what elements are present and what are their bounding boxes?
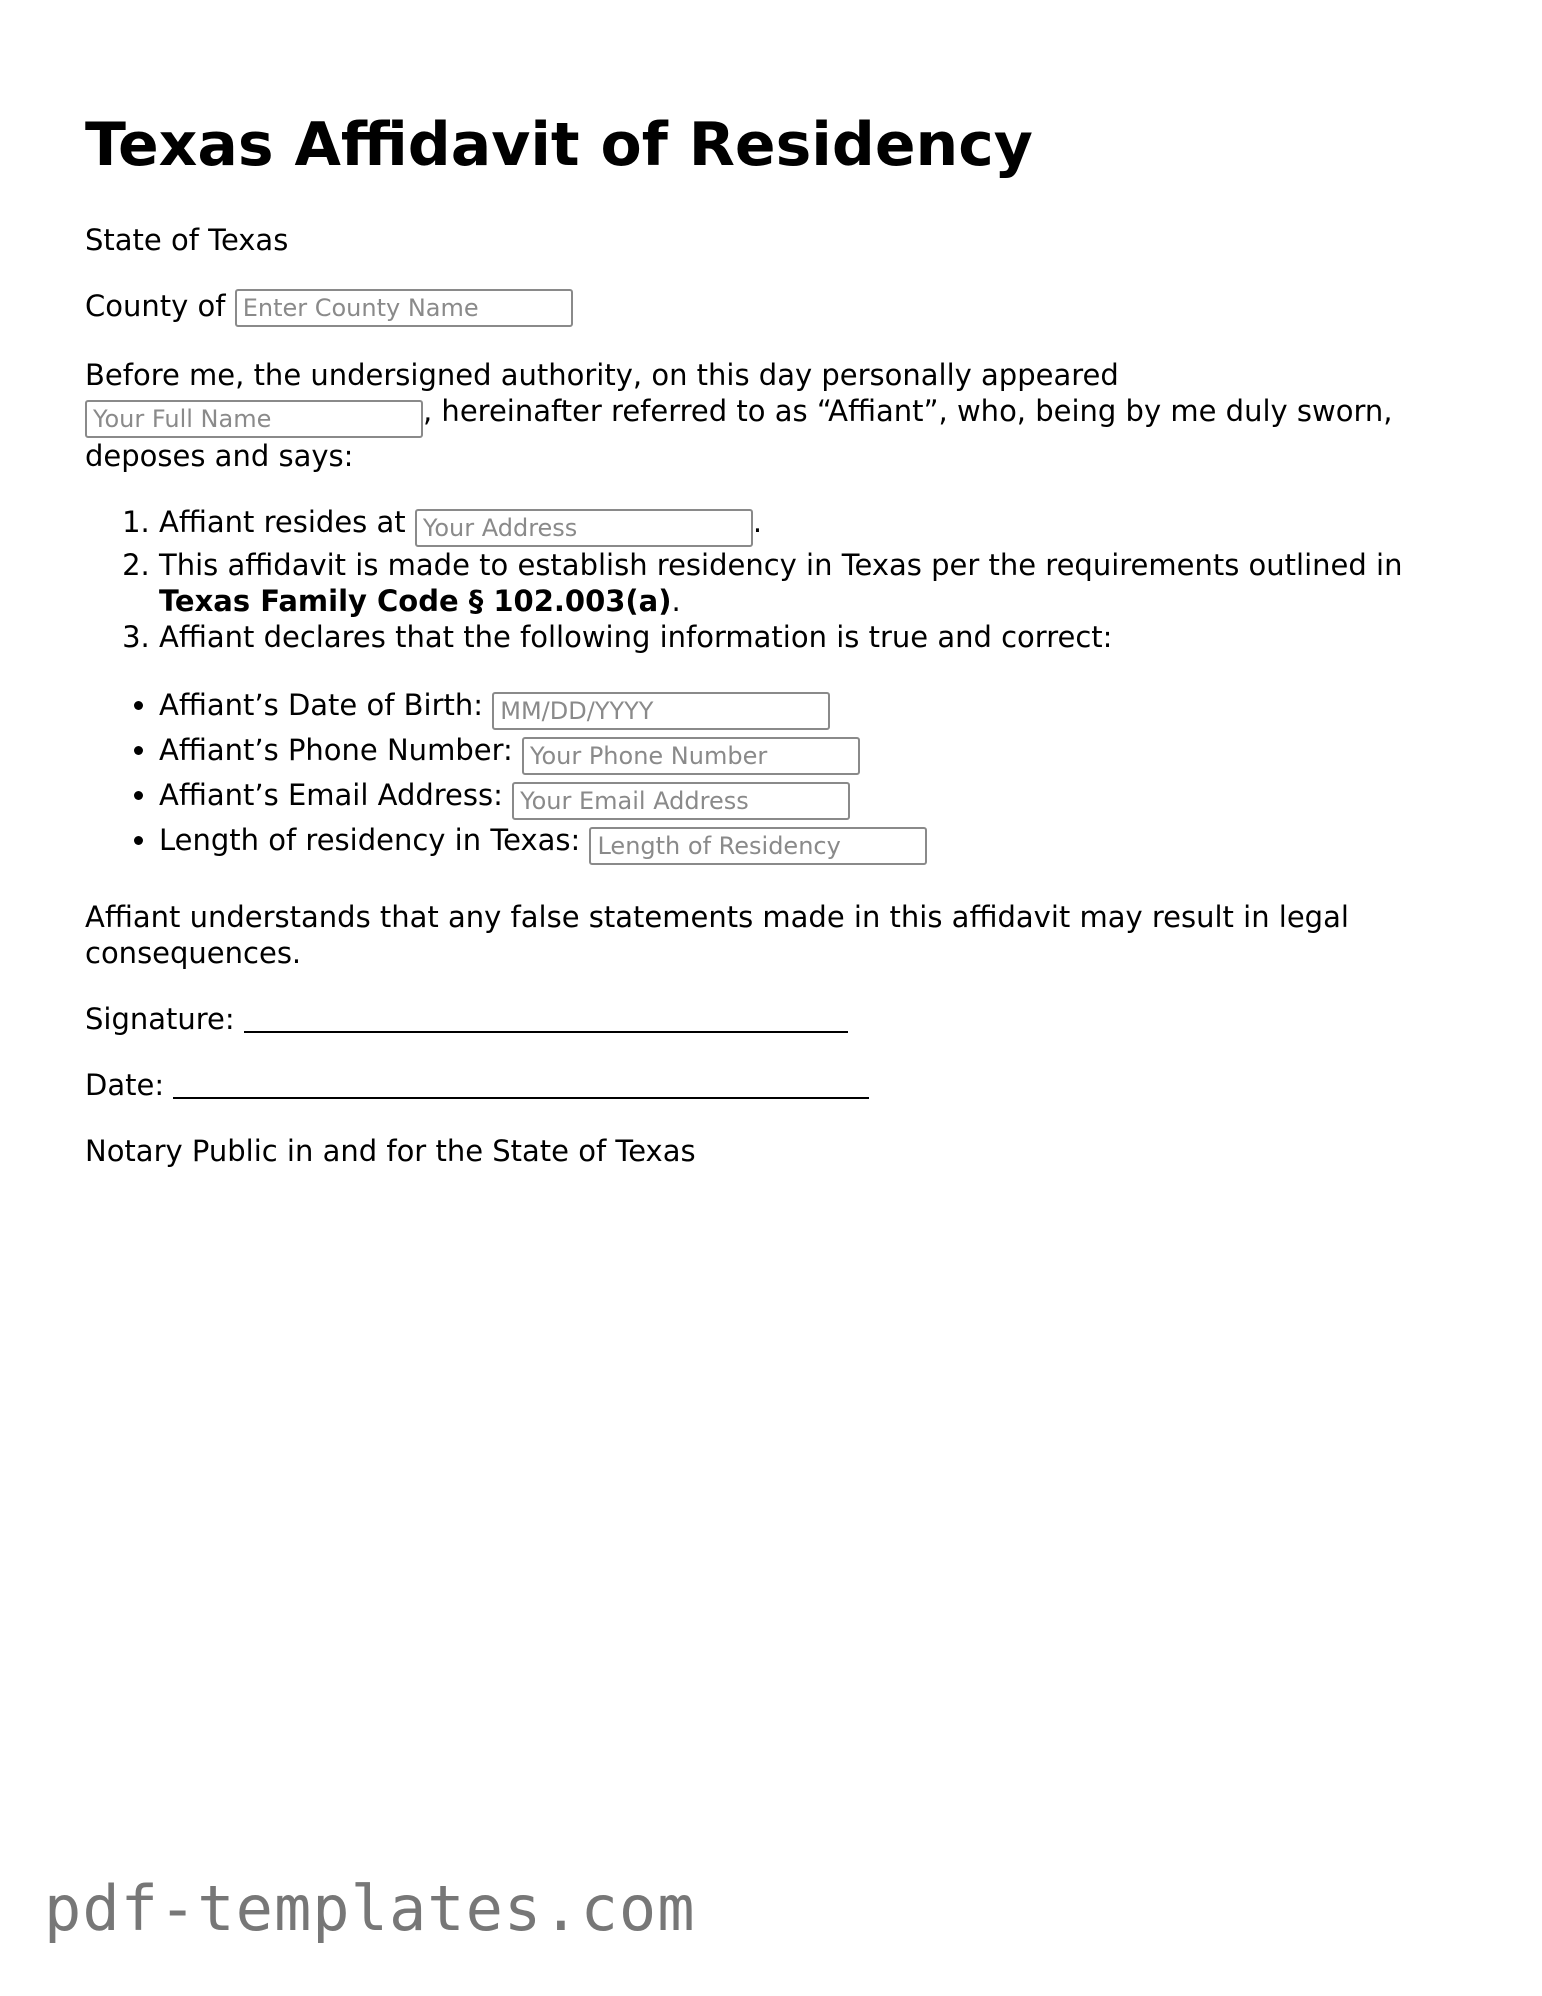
birth-date-input[interactable]	[492, 692, 830, 730]
phone-input[interactable]	[522, 737, 860, 775]
full-name-input[interactable]	[85, 400, 423, 438]
list-item	[159, 775, 1465, 820]
list-item	[159, 619, 1465, 655]
list-item	[159, 547, 1465, 619]
declaration-text: Affiant declares that the following information is true and correct:	[159, 620, 1113, 654]
signature-label: Signature:	[85, 1002, 235, 1036]
affiant-details-list	[85, 685, 1465, 865]
affidavit-document	[85, 100, 1465, 1199]
intro-before-text: Before me, the undersigned authority, on this day personally appeared	[85, 358, 1119, 392]
list-item	[159, 685, 1465, 730]
email-label: Affiant’s Email Address:	[159, 778, 503, 812]
residency-length-label: Length of residency in Texas:	[159, 823, 581, 857]
purpose-text: This affidavit is made to establish residency in Texas per the requirements outlined in	[159, 548, 1403, 582]
law-reference: Texas Family Code § 102.003(a)	[159, 584, 672, 618]
notary-line: Notary Public in and for the State of Texas	[85, 1134, 696, 1168]
understanding-statement: Affiant understands that any false statements made in this affidavit may result in legal consequences.	[85, 900, 1349, 970]
list-item	[159, 820, 1465, 865]
date-label: Date:	[85, 1068, 165, 1102]
county-label: County of	[85, 289, 226, 323]
intro-after-text: , hereinafter referred to as “Affiant”, who, being by me duly sworn, deposes and says:	[85, 394, 1393, 473]
address-input[interactable]	[415, 509, 753, 547]
signature-line[interactable]	[244, 1001, 848, 1033]
purpose-end: .	[671, 584, 681, 618]
county-row	[85, 288, 1465, 327]
county-name-input[interactable]	[235, 289, 573, 327]
email-input[interactable]	[512, 782, 850, 820]
date-row	[85, 1067, 1465, 1103]
residence-label: Affiant resides at	[159, 505, 406, 539]
intro-paragraph	[85, 357, 1465, 474]
residence-end: .	[752, 505, 763, 539]
page-title: Texas Affidavit of Residency	[85, 110, 1033, 180]
residency-length-input[interactable]	[589, 827, 927, 865]
numbered-statements	[85, 504, 1465, 655]
date-line[interactable]	[173, 1067, 869, 1099]
signature-row	[85, 1001, 1465, 1037]
birth-date-label: Affiant’s Date of Birth:	[159, 688, 484, 722]
state-line: State of Texas	[85, 223, 289, 257]
list-item	[159, 504, 1465, 547]
phone-label: Affiant’s Phone Number:	[159, 733, 513, 767]
watermark: pdf-templates.com	[44, 1872, 696, 1945]
list-item	[159, 730, 1465, 775]
